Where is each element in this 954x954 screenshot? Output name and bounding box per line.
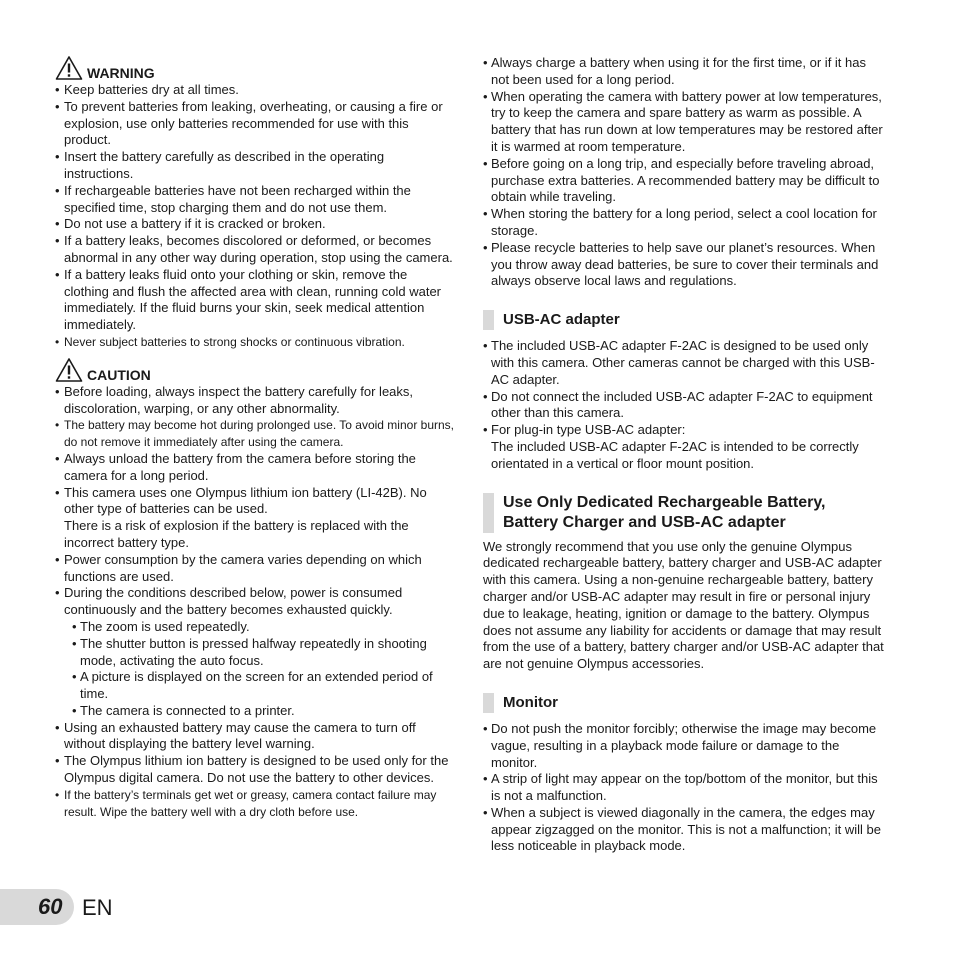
list-item: • Before going on a long trip, and especially before traveling abroad, purchase extra batteries. A recommended battery may be difficult to obtain while traveling. [483,156,885,206]
dedicated-body: We strongly recommend that you use only the genuine Olympus dedicated rechargeable battery, battery charger and USB-AC adapter with this camera. Using a non-genuine rechargeable battery, battery charger and/or USB-AC adapter may result in fire or personal injury due to leakage, heating, ignition or damage to the battery. Olympus does not assume any liability for accidents or damage that may result from the use of a battery, battery charger and/or USB-AC adapter that are not genuine Olympus accessories. [483,538,884,672]
sub-list-item: • A picture is displayed on the screen for an extended period of time. [72,669,455,703]
sub-list-item: • The camera is connected to a printer. [72,703,455,720]
list-item: • Keep batteries dry at all times. [55,82,455,99]
list-item: • If rechargeable batteries have not been recharged within the specified time, stop charging them and do not use them. [55,183,455,217]
page-number: 60 [38,894,63,919]
sub-list-item: • The shutter button is pressed halfway repeatedly in shooting mode, activating the auto focus. [72,636,455,670]
warning-heading [55,55,455,81]
plugin-type-text: For plug-in type USB-AC adapter: [491,422,686,438]
list-item: • Do not use a battery if it is cracked or broken. [55,216,455,233]
caution-heading [55,357,455,383]
usb-ac-list [483,338,885,472]
list-item: • Do not connect the included USB-AC adapter F-2AC to equipment other than this camera. [483,389,885,423]
list-item: • Insert the battery carefully as described in the operating instructions. [55,149,455,183]
list-item: • Before loading, always inspect the battery carefully for leaks, discoloration, warping, or any other abnormality. [55,384,455,418]
list-item: • A strip of light may appear on the top/bottom of the monitor, but this is not a malfunction. [483,771,885,805]
list-item: • When a subject is viewed diagonally in the camera, the edges may appear zigzagged on the monitor. This is not a malfunction; it will be less noticeable in playback mode. [483,805,885,855]
list-item: • Do not push the monitor forcibly; otherwise the image may become vague, resulting in a playback mode failure or damage to the monitor. [483,721,885,771]
dedicated-title [503,493,826,533]
dedicated-title-line1: Use Only Dedicated Rechargeable Battery, [503,493,826,511]
list-item: • If a battery leaks, becomes discolored or deformed, or becomes abnormal in any other way during operation, stop using the camera. [55,233,455,267]
monitor-list [483,721,885,855]
condition-sublist [72,619,455,720]
list-item: • The battery may become hot during prolonged use. To avoid minor burns, do not remove it immediately after using the camera. [55,417,455,451]
power-consumption-text: During the conditions described below, power is consumed continuously and the battery becomes exhausted quickly. [64,585,403,618]
list-item [483,422,885,472]
section-marker [483,310,494,330]
battery-type-text: This camera uses one Olympus lithium ion battery (LI-42B). No other type of batteries can be used. [64,484,427,517]
list-item: • When operating the camera with battery power at low temperatures, try to keep the camera and spare battery as warm as possible. A battery that has run down at low temperatures may be restored after it is warmed at room temperature. [483,89,885,156]
list-item: • The Olympus lithium ion battery is designed to be used only for the Olympus digital camera. Do not use the battery to other devices. [55,753,455,787]
list-item: • When storing the battery for a long period, select a cool location for storage. [483,206,885,240]
warning-label: WARNING [87,65,155,81]
section-marker [483,693,494,713]
monitor-title: Monitor [503,693,558,711]
caution-label: CAUTION [87,366,151,383]
list-item: • The included USB-AC adapter F-2AC is designed to be used only with this camera. Other cameras cannot be charged with this USB-AC adapter. [483,338,885,388]
list-item: • If the battery’s terminals get wet or greasy, camera contact failure may result. Wipe the battery well with a dry cloth before use. [55,787,455,821]
page-number-tab [0,889,74,925]
caution-triangle-icon [55,357,83,383]
battery-list [483,55,885,290]
warning-triangle-icon [55,55,83,81]
right-column [483,55,885,855]
list-item [55,485,455,552]
left-column [55,55,455,820]
caution-list [55,384,455,821]
list-item [55,585,455,719]
plugin-note-text: The included USB-AC adapter F-2AC is intended to be correctly orientated in a vertical or floor mount position. [491,438,859,471]
list-item: • Always charge a battery when using it for the first time, or if it has not been used for a long period. [483,55,885,89]
usb-ac-title: USB-AC adapter [503,311,620,329]
monitor-section-heading [483,693,885,713]
section-marker [483,493,494,533]
list-item: • Using an exhausted battery may cause the camera to turn off without displaying the battery level warning. [55,720,455,754]
explosion-risk-text: There is a risk of explosion if the battery is replaced with the incorrect battery type. [64,518,409,550]
dedicated-section-heading [483,493,885,533]
sub-list-item: • The zoom is used repeatedly. [72,619,455,636]
list-item: • Power consumption by the camera varies depending on which functions are used. [55,552,455,586]
list-item: • Never subject batteries to strong shocks or continuous vibration. [55,334,455,351]
list-item: • Please recycle batteries to help save our planet’s resources. When you throw away dead batteries, be sure to cover their terminals and always observe local laws and regulations. [483,240,885,290]
dedicated-title-line2: Battery Charger and USB-AC adapter [503,513,786,531]
warning-list [55,82,455,351]
language-code: EN [82,895,113,920]
list-item: • Always unload the battery from the camera before storing the camera for a long period. [55,451,455,485]
usb-ac-section-heading [483,310,885,330]
list-item: • If a battery leaks fluid onto your clothing or skin, remove the clothing and flush the affected area with clean, running cold water immediately. If the fluid burns your skin, seek medical attention immediately. [55,267,455,334]
list-item: • To prevent batteries from leaking, overheating, or causing a fire or explosion, use only batteries recommended for use with this product. [55,99,455,149]
